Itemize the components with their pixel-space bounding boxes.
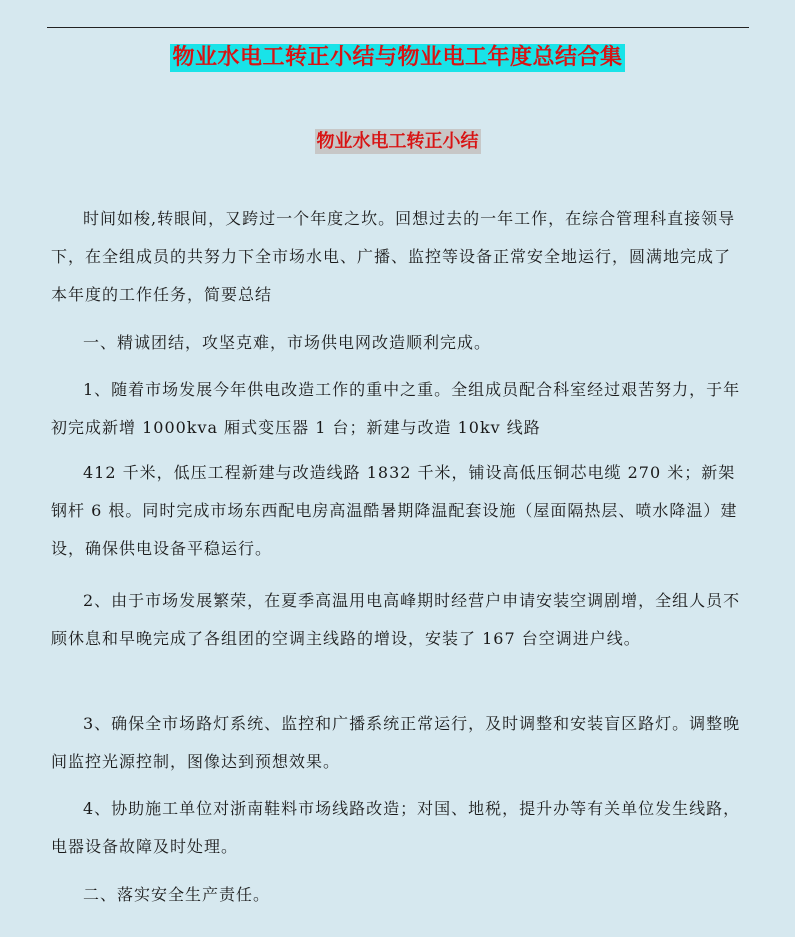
main-title: 物业水电工转正小结与物业电工年度总结合集 [172, 45, 623, 70]
paragraph-item-4: 4、协助施工单位对浙南鞋料市场线路改造；对国、地税，提升办等有关单位发生线路，电器设备故障及时处理。 [51, 799, 741, 856]
paragraph-heading-1: 一、精诚团结，攻坚克难，市场供电网改造顺利完成。 [83, 333, 492, 352]
section-title-container [0, 129, 795, 154]
paragraph-heading-2: 二、落实安全生产责任。 [83, 885, 271, 904]
paragraph-item-1-continued: 412 千米，低压工程新建与改造线路 1832 千米，铺设高低压铜芯电缆 270 米；新架钢杆 6 根。同时完成市场东西配电房高温酷暑期降温配套设施（屋面隔热层、喷水降温）建设，确保供电设备平稳运行。 [51, 463, 738, 558]
main-title-container [0, 44, 795, 72]
paragraph-intro: 时间如梭,转眼间，又跨过一个年度之坎。回想过去的一年工作，在综合管理科直接领导下，在全组成员的共努力下全市场水电、广播、监控等设备正常安全地运行，圆满地完成了本年度的工作任务，简要总结 [51, 209, 736, 304]
paragraph-item-3: 3、确保全市场路灯系统、监控和广播系统正常运行，及时调整和安装盲区路灯。调整晚间监控光源控制，图像达到预想效果。 [51, 714, 741, 771]
paragraph-item-2: 2、由于市场发展繁荣，在夏季高温用电高峰期时经营户申请安装空调剧增，全组人员不顾休息和早晚完成了各组团的空调主线路的增设，安装了 167 台空调进户线。 [51, 591, 741, 648]
paragraph-item-1: 1、随着市场发展今年供电改造工作的重中之重。全组成员配合科室经过艰苦努力，于年初完成新增 1000kva 厢式变压器 1 台；新建与改造 10kv 线路 [51, 380, 741, 437]
header-rule [47, 27, 749, 28]
section-title: 物业水电工转正小结 [316, 131, 479, 152]
